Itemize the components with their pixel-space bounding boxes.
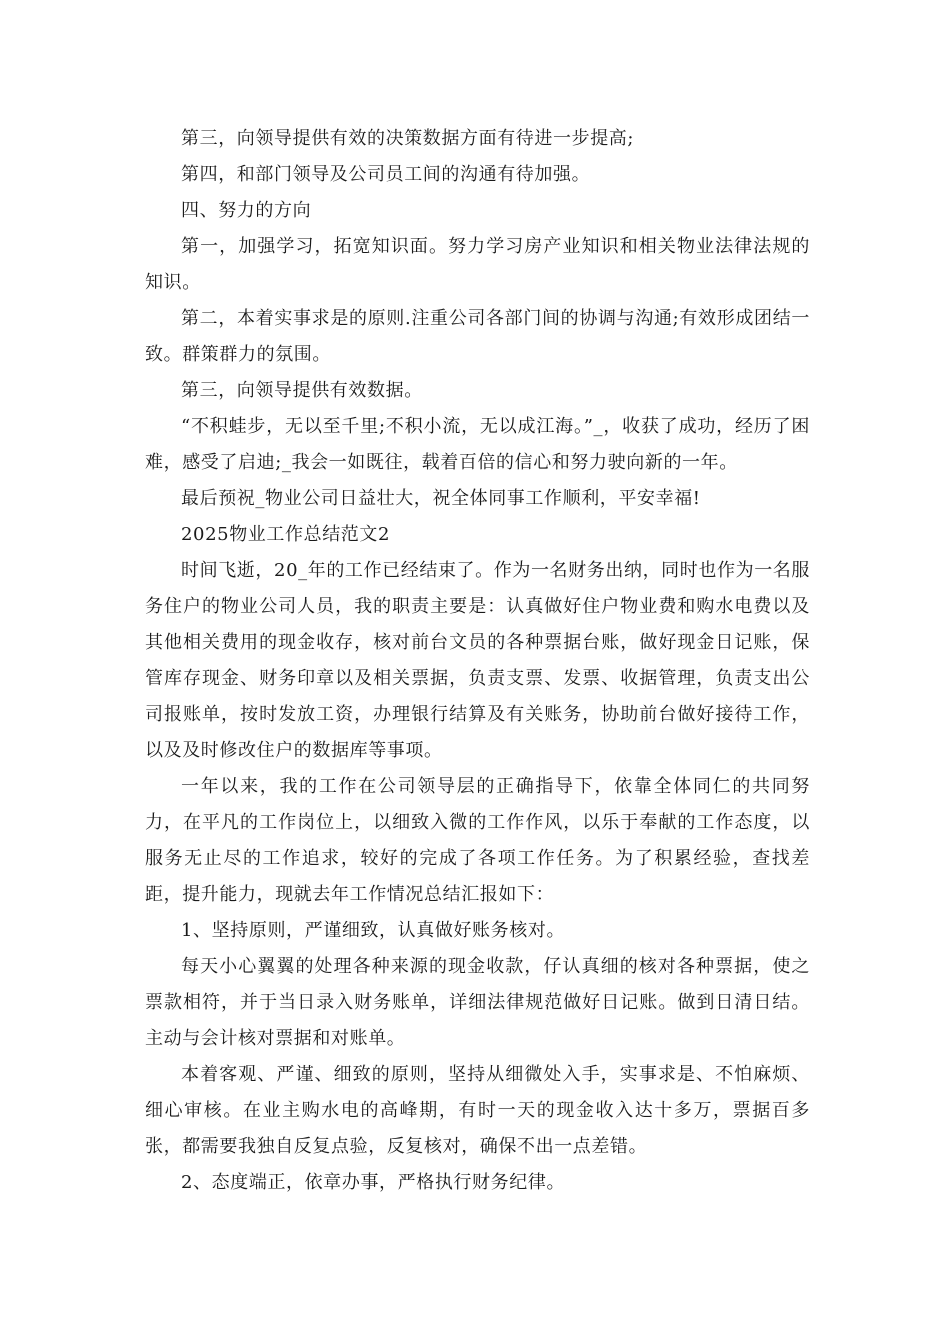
paragraph: 第四，和部门领导及公司员工间的沟通有待加强。 [181, 164, 591, 185]
section-heading: 1、坚持原则，严谨细致，认真做好账务核对。 [181, 920, 566, 941]
paragraph: “不积蛙步，无以至千里;不积小流，无以成江海。”_，收获了成功，经历了困难，感受了启迪;_我会一如既往，载着百倍的信心和努力驶向新的一年。 [145, 416, 810, 473]
section-heading: 2025物业工作总结范文2 [181, 524, 391, 545]
paragraph: 每天小心翼翼的处理各种来源的现金收款，仔认真细的核对各种票据，使之票款相符，并于当日录入财务账单，详细法律规范做好日记账。做到日清日结。主动与会计核对票据和对账单。 [145, 956, 810, 1049]
section-heading: 四、努力的方向 [181, 200, 312, 221]
paragraph: 时间飞逝，20_年的工作已经结束了。作为一名财务出纳，同时也作为一名服务住户的物业公司人员，我的职责主要是：认真做好住户物业费和购水电费以及其他相关费用的现金收存，核对前台文员的各种票据台账，做好现金日记账，保管库存现金、财务印章以及相关票据，负责支票、发票、收据管理，负责支出公司报账单，按时发放工资，办理银行结算及有关账务，协助前台做好接待工作，以及及时修改住户的数据库等事项。 [145, 560, 810, 761]
paragraph: 第三，向领导提供有效数据。 [181, 380, 423, 401]
paragraph: 最后预祝_物业公司日益壮大，祝全体同事工作顺利，平安幸福! [181, 488, 701, 509]
paragraph: 第二，本着实事求是的原则.注重公司各部门间的协调与沟通;有效形成团结一致。群策群力的氛围。 [145, 308, 810, 365]
paragraph: 第一，加强学习，拓宽知识面。努力学习房产业知识和相关物业法律法规的知识。 [145, 236, 810, 293]
paragraph: 第三，向领导提供有效的决策数据方面有待进一步提高; [181, 128, 635, 149]
section-heading: 2、态度端正，依章办事，严格执行财务纪律。 [181, 1172, 566, 1193]
paragraph: 一年以来，我的工作在公司领导层的正确指导下，依靠全体同仁的共同努力，在平凡的工作岗位上，以细致入微的工作作风，以乐于奉献的工作态度，以服务无止尽的工作追求，较好的完成了各项工作任务。为了积累经验，查找差距，提升能力，现就去年工作情况总结汇报如下： [145, 776, 810, 905]
paragraph: 本着客观、严谨、细致的原则，坚持从细微处入手，实事求是、不怕麻烦、细心审核。在业主购水电的高峰期，有时一天的现金收入达十多万，票据百多张，都需要我独自反复点验，反复核对，确保不出一点差错。 [145, 1064, 810, 1157]
